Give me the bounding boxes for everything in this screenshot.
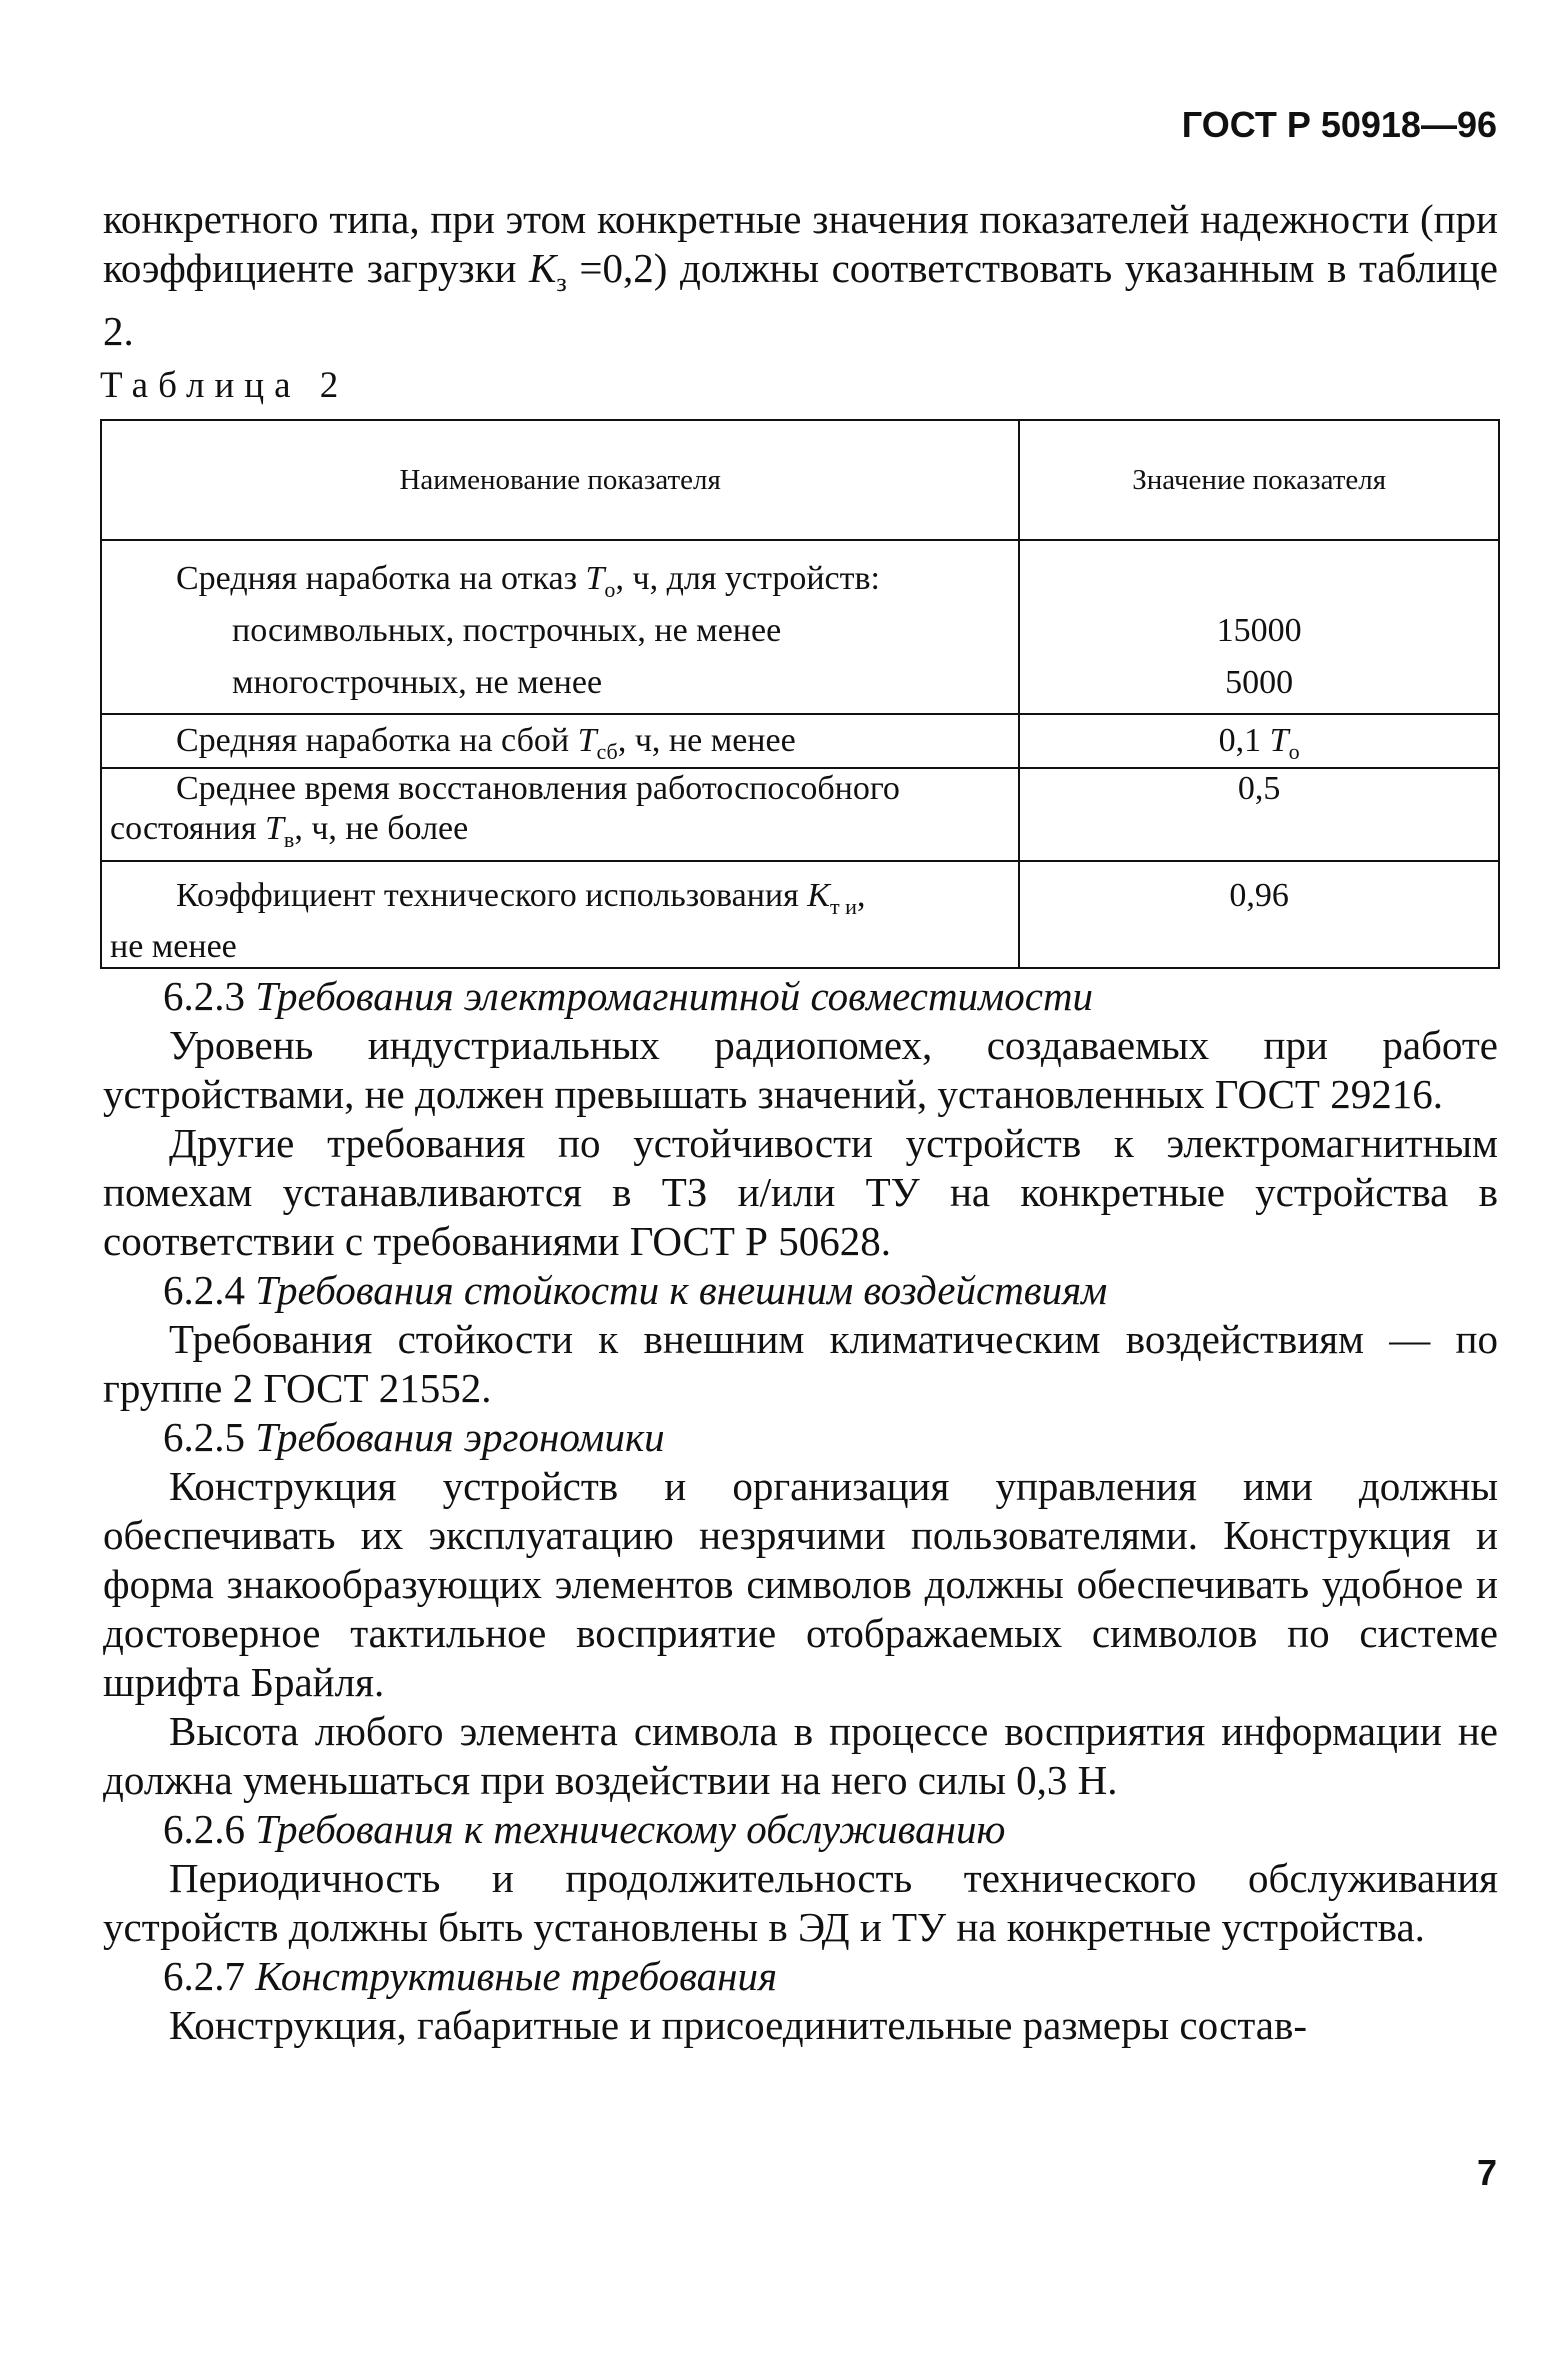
intro-text-1: конкретного типа, при этом конкретные значения показателей надежности (при коэффициенте загрузки	[103, 196, 1498, 291]
utilization-label-suffix: ,	[856, 876, 866, 914]
t-symbol: T	[577, 722, 597, 759]
utilization-label-line2: не менее	[110, 927, 237, 965]
table-row-recovery	[101, 768, 1499, 861]
t-subscript: сб	[596, 738, 618, 764]
section-number: 6.2.4	[163, 1267, 245, 1313]
section-title: Требования к техническому обслуживанию	[255, 1806, 1006, 1852]
table-row-utilization	[101, 861, 1499, 968]
utilization-label-text: Коэффициент технического использования	[176, 876, 808, 914]
table-header-row	[101, 420, 1499, 540]
section-6-2-5-heading	[103, 1413, 1498, 1462]
section-6-2-7-heading	[103, 1952, 1498, 2001]
section-title: Требования электромагнитной совместимости	[255, 973, 1094, 1019]
section-6-2-3-paragraph-2: Другие требования по устойчивости устройств к электромагнитным помехам устанавливаются в ТЗ и/или ТУ на конкретные устройства в соответствии с требованиями ГОСТ Р 50628.	[103, 1120, 1498, 1264]
section-6-2-5-paragraph-1: Конструкция устройств и организация управления ими должны обеспечивать их эксплуатацию незрячими пользователями. Конструкция и форма знакообразующих элементов символов должны обеспечивать удобное и достоверное тактильное восприятие отображаемых символов по системе шрифта Брайля.	[103, 1463, 1498, 1705]
section-6-2-3-heading	[103, 972, 1498, 1021]
mtbf-multi-line-value: 5000	[1225, 664, 1294, 701]
section-number: 6.2.6	[163, 1806, 245, 1852]
reliability-table	[100, 419, 1500, 969]
t-symbol: T	[264, 810, 284, 847]
recovery-label-line1: Среднее время восстановления работоспособного	[176, 770, 900, 807]
section-title: Требования эргономики	[255, 1414, 665, 1460]
recovery-value: 0,5	[1237, 770, 1281, 807]
mtbf-label-text: Средняя наработка на отказ	[176, 560, 586, 597]
header-indicator-name: Наименование показателя	[101, 420, 1019, 540]
failure-label-suffix: , ч, не менее	[617, 722, 796, 759]
section-6-2-6-heading	[103, 1805, 1498, 1854]
section-6-2-4-paragraph-1: Требования стойкости к внешним климатическим воздействиям — по группе 2 ГОСТ 21552.	[103, 1316, 1498, 1411]
mtbf-label	[102, 553, 1018, 605]
k-subscript: з	[556, 267, 567, 298]
mtbf-label-suffix: , ч, для устройств:	[615, 560, 880, 597]
mtbf-single-line-label: посимвольных, построчных, не менее	[232, 612, 782, 649]
section-number: 6.2.5	[163, 1414, 245, 1460]
failure-label	[102, 715, 1018, 767]
section-title: Требования стойкости к внешним воздействиям	[255, 1267, 1108, 1313]
intro-paragraph	[103, 195, 1498, 356]
mtbf-multi-line-label: многострочных, не менее	[232, 664, 603, 701]
table-row-mtbfail	[101, 714, 1499, 768]
failure-value	[1020, 715, 1498, 767]
utilization-label-line1	[102, 876, 1018, 927]
recovery-label-line2	[102, 809, 1018, 860]
table-caption: Таблица 2	[100, 365, 349, 406]
utilization-value: 0,96	[1229, 876, 1289, 914]
section-number: 6.2.3	[163, 973, 245, 1019]
recovery-label-suffix: , ч, не более	[294, 810, 469, 847]
section-6-2-5-paragraph-2: Высота любого элемента символа в процессе восприятия информации не должна уменьшаться при воздействии на него силы 0,3 Н.	[103, 1708, 1498, 1803]
t-symbol: T	[585, 560, 605, 597]
mtbf-single-line-value: 15000	[1216, 612, 1302, 649]
t-subscript: o	[604, 576, 616, 602]
header-indicator-value: Значение показателя	[1019, 420, 1499, 540]
page-number: 7	[1476, 2152, 1497, 2193]
intro-text-2: =0,2) должны соответствовать указанным в таблице 2.	[103, 245, 1498, 355]
section-title: Конструктивные требования	[255, 1953, 778, 1999]
section-6-2-6-paragraph-1: Периодичность и продолжительность технического обслуживания устройств должны быть установлены в ЭД и ТУ на конкретные устройства.	[103, 1855, 1498, 1950]
spacer	[1020, 553, 1498, 605]
t-symbol: T	[1269, 722, 1289, 759]
t-subscript: o	[1288, 738, 1300, 764]
failure-label-text: Средняя наработка на сбой	[176, 722, 578, 759]
document-header: ГОСТ Р 50918—96	[1181, 104, 1497, 145]
failure-value-text: 0,1	[1218, 722, 1270, 759]
k-symbol: K	[807, 876, 830, 914]
k-subscript: т и	[829, 893, 857, 919]
t-subscript: в	[283, 826, 295, 852]
section-number: 6.2.7	[163, 1953, 245, 1999]
recovery-label-text: состояния	[110, 810, 265, 847]
section-6-2-4-heading	[103, 1266, 1498, 1315]
k-symbol: К	[529, 245, 557, 291]
table-row-mtbf	[101, 540, 1499, 714]
section-6-2-7-paragraph-1: Конструкция, габаритные и присоединительные размеры состав-	[169, 2002, 1307, 2048]
main-content	[103, 972, 1498, 2050]
section-6-2-3-paragraph-1: Уровень индустриальных радиопомех, создаваемых при работе устройствами, не должен превышать значений, установленных ГОСТ 29216.	[103, 1022, 1498, 1117]
